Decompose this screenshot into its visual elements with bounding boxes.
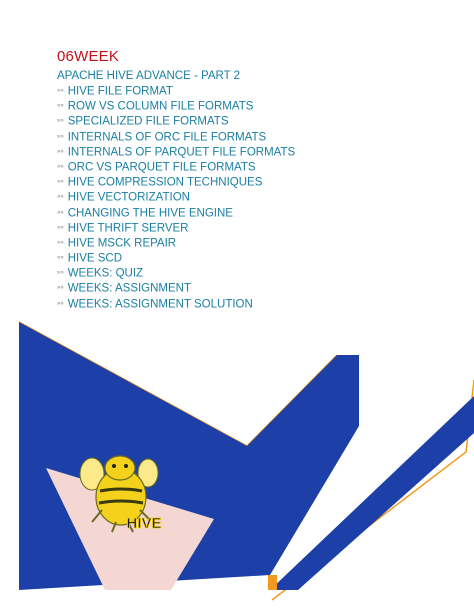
bullet-icon: »» [57, 163, 64, 170]
bullet-icon: »» [57, 224, 64, 231]
topic-label: INTERNALS OF ORC FILE FORMATS [67, 131, 267, 144]
orange-sliver [268, 575, 277, 590]
topic-label: WEEKS: ASSIGNMENT SOLUTION [67, 298, 253, 311]
topic-label: HIVE COMPRESSION TECHNIQUES [67, 176, 263, 189]
topic-label: SPECIALIZED FILE FORMATS [67, 116, 229, 129]
topic-label: HIVE THRIFT SERVER [67, 222, 189, 235]
bullet-icon: »» [57, 103, 64, 110]
section-subtitle: APACHE HIVE ADVANCE - PART 2 [57, 70, 240, 82]
topic-label: HIVE FILE FORMAT [67, 85, 173, 98]
bullet-icon: »» [57, 148, 64, 155]
bullet-icon: »» [57, 179, 64, 186]
bullet-icon: »» [57, 194, 64, 201]
hive-logo-text: HIVE [126, 515, 162, 532]
bullet-icon: »» [57, 285, 64, 292]
topic-label: WEEKS: ASSIGNMENT [67, 283, 192, 296]
topic-label: WEEKS: QUIZ [67, 267, 144, 280]
bullet-icon: »» [57, 88, 64, 94]
week-title: 06WEEK [57, 48, 120, 65]
topic-label: HIVE VECTORIZATION [67, 191, 190, 204]
topic-label: ROW VS COLUMN FILE FORMATS [67, 100, 254, 113]
bullet-icon: »» [57, 255, 64, 262]
bullet-icon: »» [57, 239, 64, 246]
bullet-icon: »» [57, 133, 64, 140]
topic-label: INTERNALS OF PARQUET FILE FORMATS [67, 146, 296, 159]
topic-label: CHANGING THE HIVE ENGINE [67, 207, 233, 220]
bullet-icon: »» [57, 118, 64, 125]
bullet-icon: »» [57, 300, 64, 307]
topic-label: HIVE SCD [67, 252, 123, 265]
topic-label: HIVE MSCK REPAIR [67, 237, 177, 250]
topic-label: ORC VS PARQUET FILE FORMATS [67, 161, 256, 174]
bullet-icon: »» [57, 270, 64, 277]
bullet-icon: »» [57, 209, 64, 216]
